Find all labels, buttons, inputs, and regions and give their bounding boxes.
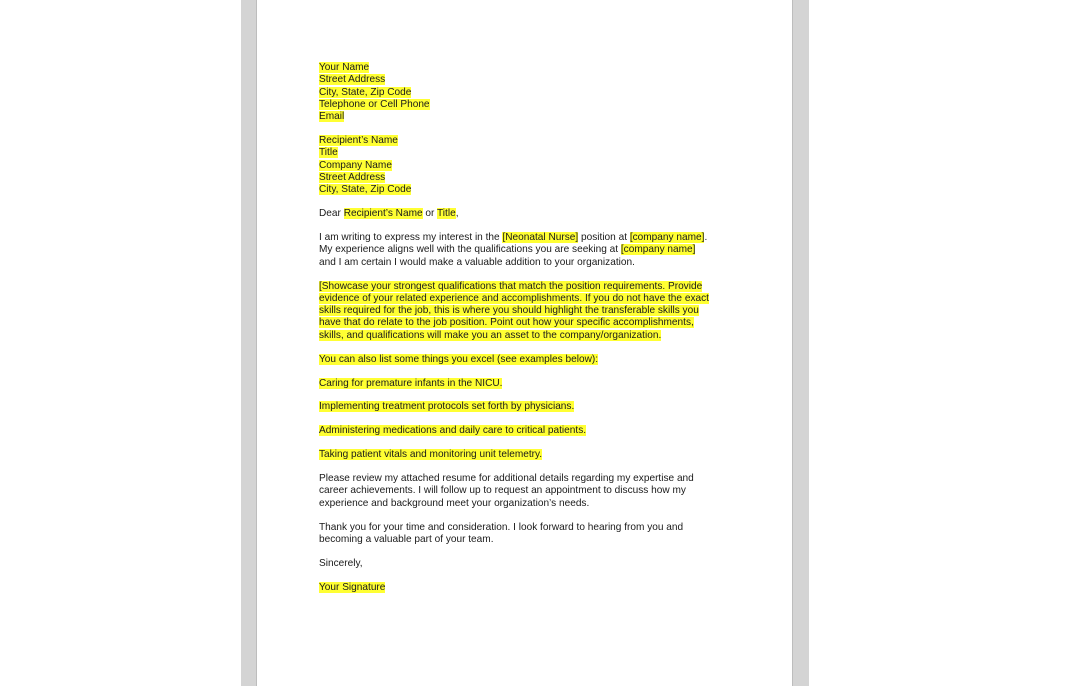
showcase-line: [Showcase your strongest qualifications that match the position requirements. Provide [319, 280, 703, 292]
recipient-city: City, State, Zip Code [319, 184, 412, 196]
showcase-paragraph [319, 281, 739, 342]
salutation-comma: , [455, 208, 459, 220]
sender-block [319, 62, 739, 123]
intro-position: [Neonatal Nurse] [502, 232, 579, 244]
letter-body [319, 62, 739, 606]
thanks-line: becoming a valuable part of your team. [319, 533, 494, 545]
review-paragraph [319, 473, 739, 510]
intro-company-2: [company name] [620, 244, 696, 256]
salutation-dear: Dear [319, 208, 344, 220]
signature-block [319, 582, 739, 594]
salutation-name: Recipient’s Name [343, 208, 423, 220]
recipient-street: Street Address [319, 171, 386, 183]
list-intro-text: You can also list some things you excel (see examples below): [319, 353, 599, 365]
review-line: experience and background meet your organization’s needs. [319, 497, 590, 509]
recipient-block [319, 135, 739, 196]
sender-email: Email [319, 111, 345, 123]
intro-text-5: and I am certain I would make a valuable addition to your organization. [319, 256, 635, 268]
skill-item [319, 378, 739, 390]
signature: Your Signature [319, 581, 386, 593]
skill-text: Administering medications and daily care to critical patients. [319, 425, 587, 437]
intro-text-1: I am writing to express my interest in the [319, 232, 503, 244]
sender-street: Street Address [319, 74, 386, 86]
showcase-line: have that do relate to the job position. Point out how your specific accomplishments, [319, 317, 694, 329]
intro-paragraph [319, 232, 739, 269]
thanks-paragraph [319, 522, 739, 547]
skill-item [319, 425, 739, 437]
recipient-company: Company Name [319, 159, 392, 171]
review-line: career achievements. I will follow up to request an appointment to discuss how my [319, 485, 686, 497]
skill-text: Caring for premature infants in the NICU. [319, 377, 503, 389]
review-line: Please review my attached resume for additional details regarding my expertise and [319, 473, 694, 485]
showcase-line: evidence of your related experience and accomplishments. If you do not have the exact [319, 292, 709, 304]
intro-text-2: position at [578, 232, 630, 244]
skill-item [319, 401, 739, 413]
recipient-name: Recipient’s Name [319, 135, 398, 147]
salutation-or: or [422, 208, 438, 220]
thanks-line: Thank you for your time and consideration. I look forward to hearing from you and [319, 521, 684, 533]
salutation-title: Title [437, 208, 456, 220]
skill-text: Taking patient vitals and monitoring unit telemetry. [319, 449, 543, 461]
skill-item [319, 449, 739, 461]
skill-text: Implementing treatment protocols set forth by physicians. [319, 401, 575, 413]
letter-page [256, 0, 793, 686]
sender-name: Your Name [319, 62, 370, 73]
left-gutter [241, 0, 257, 686]
closing: Sincerely, [319, 557, 363, 569]
showcase-line: skills required for the job, this is where you should highlight the transferable skills you [319, 305, 699, 317]
intro-text-4: My experience aligns well with the qualifications you are seeking at [319, 244, 621, 256]
sender-city: City, State, Zip Code [319, 86, 412, 98]
intro-company-1: [company name] [629, 232, 705, 244]
right-gutter [793, 0, 809, 686]
salutation [319, 208, 739, 220]
intro-text-3: . [704, 232, 708, 244]
sender-phone: Telephone or Cell Phone [319, 98, 430, 110]
showcase-line: skills, and qualifications will make you an asset to the company/organization. [319, 329, 662, 341]
list-intro [319, 354, 739, 366]
recipient-title: Title [319, 147, 338, 159]
